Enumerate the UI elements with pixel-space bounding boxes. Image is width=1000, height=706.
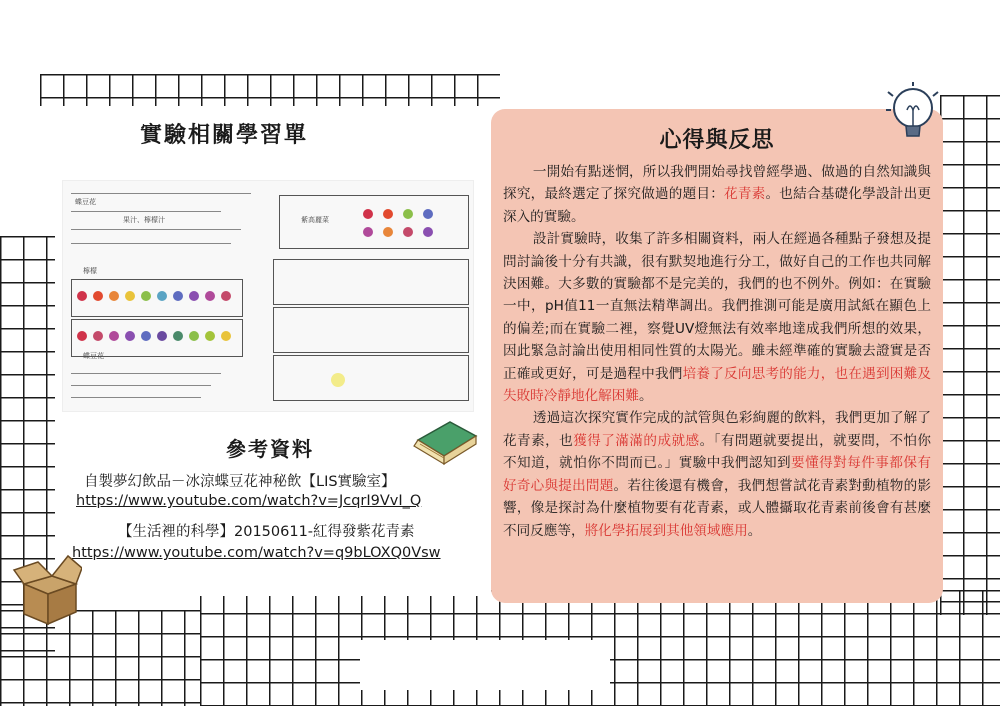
color-dot <box>221 331 231 341</box>
color-dot <box>383 209 393 219</box>
ws-line <box>71 373 221 374</box>
ws-answer: 蝶豆花 <box>75 198 96 206</box>
reference-title-1: 自製夢幻飲品－冰涼蝶豆花神秘飲【LIS實驗室】 <box>84 474 396 490</box>
reference-link-1[interactable]: https://www.youtube.com/watch?v=JcqrI9VvI_Q <box>76 493 422 509</box>
ws-answer: 紫高麗菜 <box>301 216 329 224</box>
ws-table-5 <box>273 307 469 353</box>
color-dot <box>363 227 373 237</box>
reflection-paragraph-2 <box>503 228 931 407</box>
reflection-title: 心得與反思 <box>659 128 775 153</box>
color-dot <box>125 291 135 301</box>
grid-pattern-right <box>940 95 1000 615</box>
reflection-paragraph-1 <box>503 161 931 228</box>
ws-answer: 果汁、檸檬汁 <box>123 216 165 224</box>
color-dot <box>93 291 103 301</box>
color-dot <box>93 331 103 341</box>
ws-line <box>71 193 251 194</box>
reflection-paragraph-3 <box>503 407 931 541</box>
ws-line <box>71 397 201 398</box>
color-dot <box>77 291 87 301</box>
highlight-text: 培養了反向思考的能力，也在遇到困難及失敗時冷靜地化解困難 <box>503 365 932 405</box>
text-segment: 一開始有點迷惘，所以我們開始尋找曾經學過、做過的自然知識與探究，最終選定了探究做過的題目： <box>503 164 931 203</box>
color-dot <box>363 209 373 219</box>
color-dot <box>423 209 433 219</box>
text-segment: 設計實驗時，收集了許多相關資料，兩人在經過各種點子發想及提問討論後十分有共識，很有默契地進行分工，做好自己的工作也共同解決困難。大多數的實驗都不是完美的，我們的也不例外。例如：在實驗一中，pH值11一直無法精準調出。我們推測可能是廣用試紙在顯色上的偏差;而在實驗二裡，察覺UV燈無法有效率地達成我們所想的效果，因此緊急討論出使用相同性質的太陽光。雖未經準確的實驗去證實是否正確或更好，可是過程中我們 <box>503 231 931 382</box>
ws-answer: 檸檬 <box>83 267 97 275</box>
worksheet-image <box>62 180 474 412</box>
ws-table-6 <box>273 355 469 401</box>
highlight-text: 獲得了滿滿的成就感 <box>573 432 700 449</box>
text-segment: 。也結合基礎化學設計出更深入的實驗。 <box>503 186 932 225</box>
color-dot <box>205 291 215 301</box>
reference-title-2: 【生活裡的科學】20150611-紅得發紫花青素 <box>118 524 415 540</box>
color-dot <box>423 227 433 237</box>
text-segment: 。「有問題就要提出，就要問，不怕你不知道，就怕你不問而已。」實驗中我們認知到 <box>503 432 932 472</box>
color-dot <box>221 291 231 301</box>
ws-line <box>71 211 221 212</box>
content-mask-bottom <box>360 640 610 690</box>
color-dot <box>109 331 119 341</box>
text-segment: 。 <box>638 388 653 405</box>
ws-line <box>71 385 211 386</box>
highlight-text: 要懂得對每件事都保有好奇心與提出問題 <box>503 455 932 494</box>
color-dot <box>403 227 413 237</box>
color-dot <box>141 331 151 341</box>
text-segment: 。若往後還有機會，我們想嘗試花青素對動植物的影響，像是探討為什麼植物要有花青素，或人體攝取花青素前後會有甚麼不同反應等， <box>503 477 932 539</box>
cardboard-box-icon <box>12 550 82 626</box>
color-dot <box>125 331 135 341</box>
ws-answer: 蝶豆花 <box>83 352 104 360</box>
worksheet-title: 實驗相關學習單 <box>140 123 309 148</box>
color-dot <box>77 331 87 341</box>
reflection-body <box>503 161 931 542</box>
color-dot <box>205 331 215 341</box>
reference-link-2[interactable]: https://www.youtube.com/watch?v=q9bLOXQ0Vsw <box>72 545 441 561</box>
color-dot <box>173 331 183 341</box>
color-dot <box>189 331 199 341</box>
text-segment: 。 <box>747 522 762 539</box>
color-dot <box>109 291 119 301</box>
lightbulb-icon <box>884 80 942 146</box>
color-dot <box>157 331 167 341</box>
color-dot <box>141 291 151 301</box>
highlight-text: 將化學拓展到其他領域應用 <box>584 522 748 539</box>
text-segment: 透過這次探究實作完成的試管與色彩絢麗的飲料，我們更加了解了花青素，也 <box>503 410 931 449</box>
ws-line <box>71 243 231 244</box>
color-dot <box>331 373 345 387</box>
reflection-panel <box>491 109 943 603</box>
color-dot <box>383 227 393 237</box>
color-dot <box>157 291 167 301</box>
color-dot <box>189 291 199 301</box>
book-icon <box>410 410 480 472</box>
references-title: 參考資料 <box>226 437 314 461</box>
color-dot <box>403 209 413 219</box>
highlight-text: 花青素 <box>724 186 766 203</box>
ws-line <box>71 229 241 230</box>
color-dot <box>173 291 183 301</box>
grid-pattern-top <box>40 74 500 106</box>
ws-table-4 <box>273 259 469 305</box>
